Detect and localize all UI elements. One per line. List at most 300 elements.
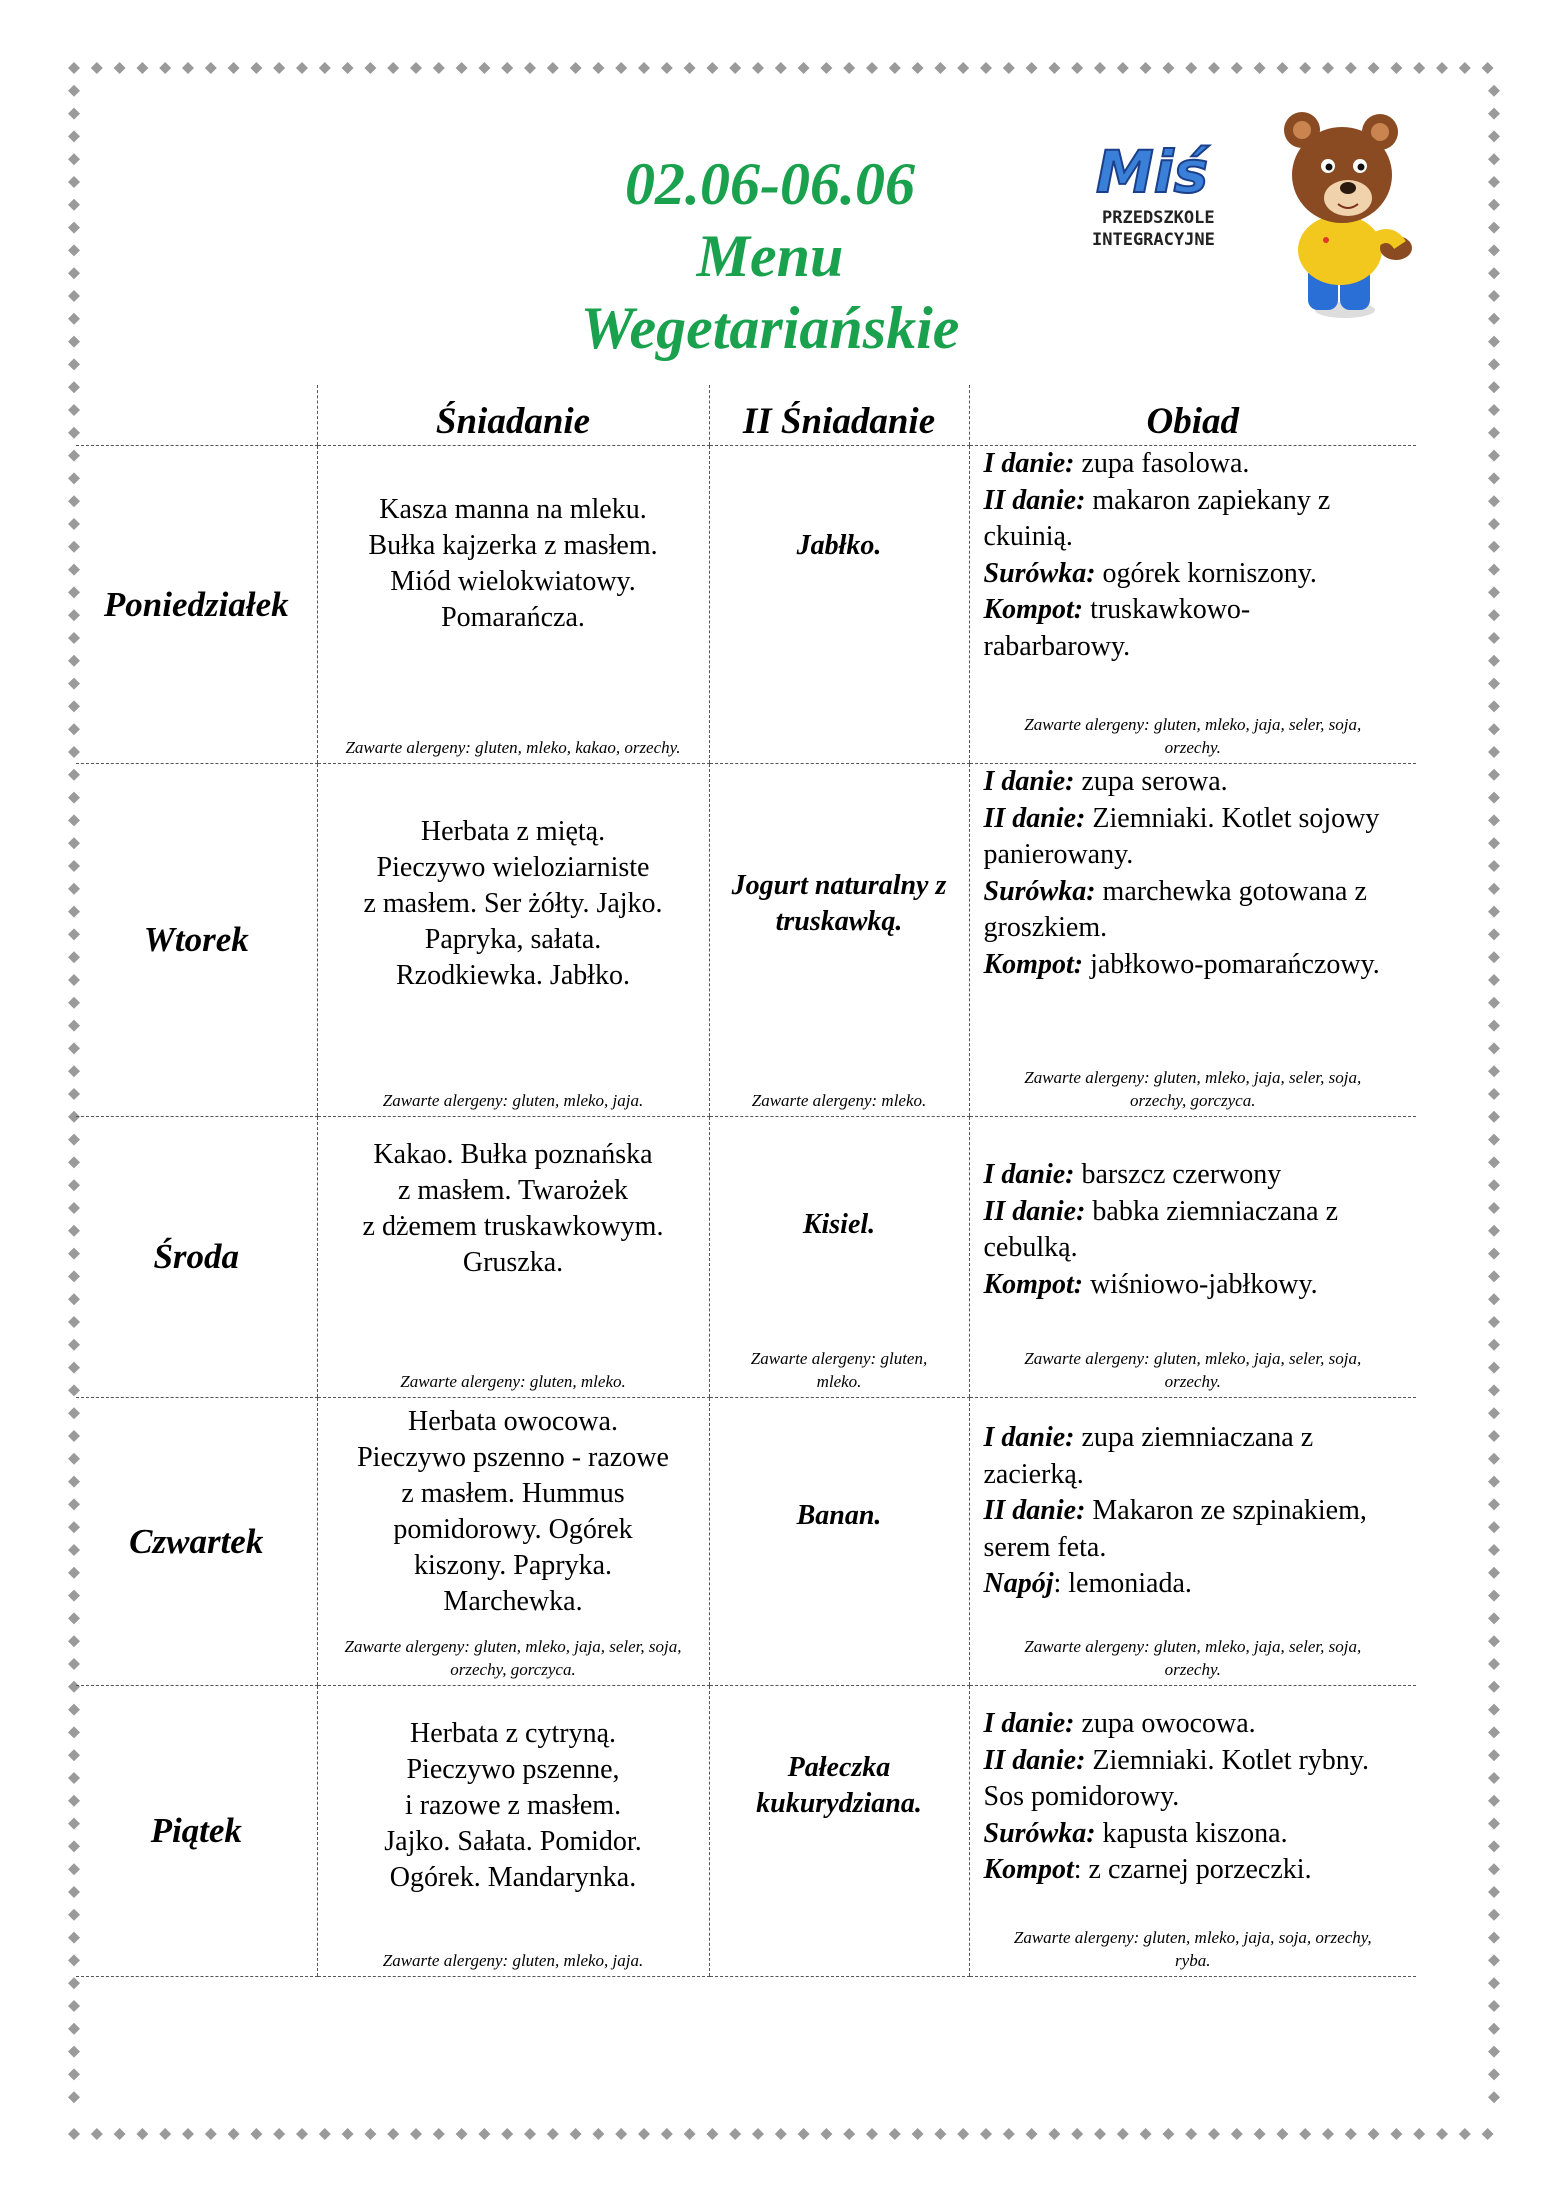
menu-subtitle: Wegetariańskie [580,295,960,361]
lunch-item-text: truskawkowo-rabarbarowy. [983,594,1251,662]
breakfast-line: Ogórek. Mandarynka. [389,1862,637,1893]
border-diamond [1231,62,1243,74]
lunch-item-text: : lemoniada. [1053,1568,1192,1599]
border-diamond [1094,62,1106,74]
lunch-item-text: marchewka gotowana z groszkiem. [983,875,1367,943]
border-diamond [1488,1567,1500,1579]
border-diamond [889,62,901,74]
border-diamond [1488,837,1500,849]
border-diamond [68,336,80,348]
border-diamond [843,2128,855,2140]
lunch-allergens: Zawarte alergeny: gluten, mleko, jaja, seler, soja, orzechy. [1024,1637,1362,1679]
breakfast-line: Miód wielokwiatowy. [390,566,636,597]
breakfast-allergens: Zawarte alergeny: gluten, mleko, jaja. [382,1091,644,1110]
day-row [76,764,1416,1117]
lunch-cell [969,446,1416,764]
border-diamond [91,62,103,74]
border-diamond [1322,62,1334,74]
border-diamond [68,199,80,211]
teddy-bear-icon [1284,112,1412,318]
border-diamond [934,62,946,74]
second-breakfast-text: Banan. [796,1500,882,1531]
breakfast-line: i razowe z masłem. [404,1790,622,1821]
border-diamond [1488,1111,1500,1123]
border-diamond [1488,655,1500,667]
day-name: Środa [76,1117,317,1398]
border-diamond [1413,2128,1425,2140]
lunch-item-text: babka ziemniaczana z cebulką. [983,1195,1339,1263]
border-diamond [1413,62,1425,74]
border-diamond [250,2128,262,2140]
lunch-item-label: Kompot: [983,594,1084,625]
border-diamond [68,313,80,325]
border-diamond [638,2128,650,2140]
border-diamond [980,62,992,74]
border-diamond [1488,860,1500,872]
breakfast-line: Jajko. Sałata. Pomidor. [384,1826,642,1857]
border-diamond [798,62,810,74]
border-diamond [1299,62,1311,74]
breakfast-line: Herbata owocowa. [408,1406,618,1437]
border-diamond [1488,1384,1500,1396]
border-diamond [1488,85,1500,97]
lunch-allergens: Zawarte alergeny: gluten, mleko, jaja, soja, orzechy, ryba. [1013,1928,1372,1970]
border-diamond [91,2128,103,2140]
border-diamond [387,2128,399,2140]
border-diamond [1436,62,1448,74]
border-diamond [1185,62,1197,74]
lunch-cell [969,764,1416,1117]
border-diamond [159,62,171,74]
lunch-item [984,1493,1397,1566]
lunch-item-text: makaron zapiekany z ckuinią. [983,484,1331,552]
border-diamond [205,2128,217,2140]
border-diamond [1162,62,1174,74]
border-diamond [68,222,80,234]
svg-text:PRZEDSZKOLE: PRZEDSZKOLE [1102,208,1215,228]
border-diamond [1488,2068,1500,2080]
border-diamond [1488,2046,1500,2058]
lunch-item [984,1852,1397,1889]
mis-brand-text [1092,138,1215,250]
border-diamond [1488,1362,1500,1374]
lunch-item [984,764,1397,801]
border-diamond [1488,267,1500,279]
border-diamond [1488,723,1500,735]
breakfast-line: Kasza manna na mleku. [379,494,647,525]
header-lunch: Obiad [969,385,1416,446]
lunch-item-text: jabłkowo-pomarańczowy. [1083,948,1380,980]
border-diamond [1488,2000,1500,2012]
border-diamond [1488,586,1500,598]
border-diamond [68,176,80,188]
border-diamond [1488,358,1500,370]
border-diamond [1117,62,1129,74]
lunch-item-label: I danie: [983,1422,1075,1453]
border-diamond [1488,1179,1500,1191]
border-diamond [1488,1088,1500,1100]
lunch-cell [969,1117,1416,1398]
border-diamond [1003,62,1015,74]
border-diamond [456,2128,468,2140]
border-diamond [843,62,855,74]
lunch-item [984,947,1397,984]
border-diamond [1488,450,1500,462]
border-diamond [1026,62,1038,74]
border-diamond [684,2128,696,2140]
border-diamond [752,2128,764,2140]
second-breakfast-cell [709,1398,969,1686]
lunch-item-text: kapusta kiszona. [1095,1817,1288,1849]
breakfast-line: Herbata z miętą. [420,816,606,847]
border-diamond [1488,1681,1500,1693]
border-diamond [1345,2128,1357,2140]
lunch-text [970,446,1417,665]
border-diamond [250,62,262,74]
lunch-item-label: I danie: [983,766,1075,797]
day-name: Czwartek [76,1398,317,1686]
breakfast-line: pomidorowy. Ogórek [393,1514,633,1545]
lunch-text [970,1398,1417,1603]
breakfast-line: Rzodkiewka. Jabłko. [395,960,631,991]
lunch-item-label: I danie: [983,1159,1075,1190]
lunch-item-label: Surówka: [983,1817,1096,1849]
header-breakfast: Śniadanie [317,385,709,446]
day-name: Poniedziałek [76,446,317,764]
header-second-breakfast: II Śniadanie [709,385,969,446]
border-diamond [1162,2128,1174,2140]
border-diamond [1488,1202,1500,1214]
border-diamond [1488,951,1500,963]
border-diamond [364,2128,376,2140]
border-diamond [433,2128,445,2140]
second-breakfast-text: Jogurt naturalny z truskawką. [731,870,947,937]
border-diamond [68,2091,80,2103]
border-diamond [1322,2128,1334,2140]
border-diamond [1488,1795,1500,1807]
border-diamond [182,62,194,74]
border-diamond [1488,746,1500,758]
border-diamond [912,62,924,74]
preschool-logo [1090,100,1420,330]
lunch-item-text: barszcz czerwony [1074,1159,1282,1190]
lunch-item-text: zupa ziemniaczana z zacierką. [983,1422,1314,1490]
border-diamond [1488,1612,1500,1624]
border-diamond [1048,2128,1060,2140]
border-diamond [980,2128,992,2140]
border-diamond [1048,62,1060,74]
lunch-item [984,446,1397,483]
border-diamond [273,2128,285,2140]
breakfast-allergens: Zawarte alergeny: gluten, mleko, jaja, seler, soja, orzechy, gorczyca. [344,1637,682,1679]
border-diamond [364,62,376,74]
border-diamond [342,2128,354,2140]
border-diamond [114,62,126,74]
lunch-item-text: zupa fasolowa. [1074,448,1250,479]
border-diamond [68,2000,80,2012]
breakfast-line: kiszony. Papryka. [413,1550,613,1581]
breakfast-text [318,1117,709,1281]
lunch-item-label: Kompot: [983,948,1084,980]
breakfast-line: Pomarańcza. [441,602,585,633]
lunch-item [984,801,1397,874]
border-diamond [1488,1453,1500,1465]
border-diamond [1488,1270,1500,1282]
border-diamond [547,2128,559,2140]
lunch-item-label: II danie: [983,802,1086,834]
date-range: 02.06-06.06 [625,151,915,217]
border-diamond [1094,2128,1106,2140]
border-diamond [1488,928,1500,940]
border-diamond [706,62,718,74]
border-diamond [1488,678,1500,690]
second-breakfast-cell [709,1117,969,1398]
lunch-item-label: II danie: [983,1495,1086,1526]
lunch-text [970,764,1417,983]
border-diamond [1488,290,1500,302]
lunch-item [984,1816,1397,1853]
lunch-item [984,1743,1397,1816]
lunch-item [984,1194,1397,1267]
lunch-item-label: II danie: [983,1744,1086,1776]
lunch-item-label: Surówka: [983,557,1096,589]
border-diamond [661,62,673,74]
border-diamond [1140,62,1152,74]
border-diamond [638,62,650,74]
border-diamond [592,2128,604,2140]
breakfast-allergens: Zawarte alergeny: gluten, mleko. [400,1372,626,1391]
border-diamond [1482,62,1494,74]
border-diamond [228,62,240,74]
lunch-text [970,1686,1417,1889]
border-diamond [114,2128,126,2140]
border-diamond [68,130,80,142]
breakfast-text [318,764,709,994]
border-diamond [296,2128,308,2140]
second-breakfast-text: Jabłko. [796,530,882,561]
lunch-item-label: Surówka: [983,875,1096,907]
border-diamond [684,62,696,74]
border-diamond [1071,2128,1083,2140]
border-diamond [1488,1544,1500,1556]
lunch-item-text: : z czarnej porzeczki. [1073,1854,1312,1885]
svg-text:INTEGRACYJNE: INTEGRACYJNE [1092,230,1215,250]
border-diamond [68,244,80,256]
border-diamond [524,62,536,74]
border-diamond [1140,2128,1152,2140]
border-diamond [1488,1134,1500,1146]
border-diamond [68,2046,80,2058]
lunch-allergens: Zawarte alergeny: gluten, mleko, jaja, seler, soja, orzechy, gorczyca. [1024,1068,1362,1110]
breakfast-text [318,1686,709,1896]
border-diamond [1488,1772,1500,1784]
border-diamond [68,153,80,165]
border-diamond [752,62,764,74]
border-diamond [706,2128,718,2140]
border-diamond [570,62,582,74]
border-diamond [1488,1726,1500,1738]
lunch-text [970,1117,1417,1303]
border-diamond [1488,997,1500,1009]
lunch-item-label: Kompot [983,1854,1074,1885]
breakfast-cell [317,1117,709,1398]
border-diamond [68,2023,80,2035]
breakfast-line: Herbata z cytryną. [410,1718,616,1749]
border-diamond [410,2128,422,2140]
border-diamond [1026,2128,1038,2140]
second-breakfast-text: Kisiel. [802,1209,876,1240]
breakfast-cell [317,1398,709,1686]
lunch-item-text: zupa owocowa. [1074,1708,1256,1739]
border-diamond [1003,2128,1015,2140]
border-diamond [957,2128,969,2140]
lunch-item-label: II danie: [983,484,1086,516]
border-diamond [1488,1430,1500,1442]
border-diamond [1185,2128,1197,2140]
border-diamond [68,358,80,370]
border-diamond [1208,2128,1220,2140]
border-diamond [1488,1316,1500,1328]
border-diamond [273,62,285,74]
header-empty [76,385,317,446]
border-diamond [1488,883,1500,895]
border-diamond [1488,244,1500,256]
lunch-item [984,1706,1397,1743]
svg-text:Miś: Miś [1096,138,1209,206]
breakfast-line: z masłem. Twarożek [398,1175,628,1206]
border-diamond [501,2128,513,2140]
border-diamond [524,2128,536,2140]
border-diamond [1488,427,1500,439]
lunch-cell [969,1686,1416,1977]
border-diamond [1488,974,1500,986]
border-diamond [1488,472,1500,484]
border-diamond [1117,2128,1129,2140]
border-diamond [1488,1248,1500,1260]
border-diamond [136,2128,148,2140]
lunch-item [984,1267,1397,1304]
border-diamond [1488,1658,1500,1670]
border-diamond [1488,1156,1500,1168]
lunch-item-label: I danie: [983,1708,1075,1739]
day-row [76,1686,1416,1977]
border-diamond [1488,1909,1500,1921]
border-diamond [342,62,354,74]
border-diamond [319,62,331,74]
day-row [76,446,1416,764]
border-diamond [68,1977,80,1989]
border-diamond [1488,1521,1500,1533]
breakfast-line: Gruszka. [462,1247,564,1278]
border-diamond [296,62,308,74]
border-diamond [1488,176,1500,188]
border-diamond [1488,222,1500,234]
border-diamond [1488,1339,1500,1351]
lunch-item-text: zupa serowa. [1074,766,1228,797]
breakfast-line: Papryka, sałata. [424,924,602,955]
border-diamond [1488,1818,1500,1830]
border-diamond [1488,564,1500,576]
menu-title: Menu [696,223,844,289]
border-diamond [1488,518,1500,530]
border-diamond [182,2128,194,2140]
border-diamond [1231,2128,1243,2140]
lunch-item [984,1566,1397,1603]
border-diamond [1488,108,1500,120]
day-row [76,1398,1416,1686]
lunch-item-text: Makaron ze szpinakiem, serem feta. [983,1495,1367,1563]
day-row [76,1117,1416,1398]
border-diamond [410,62,422,74]
border-diamond [1488,1840,1500,1852]
day-name: Wtorek [76,764,317,1117]
border-diamond [1488,1065,1500,1077]
border-diamond [1482,2128,1494,2140]
border-diamond [775,62,787,74]
border-diamond [1488,814,1500,826]
border-diamond [68,2068,80,2080]
border-diamond [1488,381,1500,393]
border-diamond [1254,2128,1266,2140]
border-diamond [1345,62,1357,74]
border-diamond [1488,1498,1500,1510]
border-diamond [1208,62,1220,74]
border-diamond [1488,2091,1500,2103]
lunch-item-text: ogórek korniszony. [1095,557,1317,589]
lunch-item [984,556,1397,593]
second-breakfast-allergens: Zawarte alergeny: gluten, mleko. [750,1349,928,1391]
border-diamond [1390,62,1402,74]
border-diamond [912,2128,924,2140]
border-diamond [798,2128,810,2140]
lunch-item-label: Kompot: [983,1268,1084,1300]
border-diamond [1488,1863,1500,1875]
breakfast-line: Pieczywo wieloziarniste [376,852,650,883]
lunch-item [984,874,1397,947]
border-diamond [1488,541,1500,553]
border-diamond [1488,1042,1500,1054]
breakfast-allergens: Zawarte alergeny: gluten, mleko, kakao, orzechy. [345,738,681,757]
menu-table [76,385,1416,1977]
second-breakfast-cell [709,446,969,764]
breakfast-cell [317,1686,709,1977]
lunch-item-label: Napój [983,1568,1054,1599]
border-diamond [1299,2128,1311,2140]
border-diamond [1488,1020,1500,1032]
border-diamond [1488,1476,1500,1488]
border-diamond [1488,130,1500,142]
border-diamond [1459,2128,1471,2140]
border-diamond [1488,495,1500,507]
border-diamond [68,290,80,302]
second-breakfast-allergens: Zawarte alergeny: mleko. [751,1091,927,1110]
lunch-allergens: Zawarte alergeny: gluten, mleko, jaja, seler, soja, orzechy. [1024,1349,1362,1391]
border-diamond [136,62,148,74]
breakfast-line: z masłem. Ser żółty. Jajko. [363,888,663,919]
lunch-item-text: Ziemniaki. Kotlet sojowy panierowany. [983,802,1380,870]
border-diamond [1488,1749,1500,1761]
border-diamond [1488,313,1500,325]
border-diamond [957,62,969,74]
breakfast-allergens: Zawarte alergeny: gluten, mleko, jaja. [382,1951,644,1970]
border-diamond [68,108,80,120]
border-diamond [1254,62,1266,74]
breakfast-cell [317,446,709,764]
border-diamond [570,2128,582,2140]
border-diamond [1488,792,1500,804]
border-diamond [387,62,399,74]
lunch-cell [969,1398,1416,1686]
